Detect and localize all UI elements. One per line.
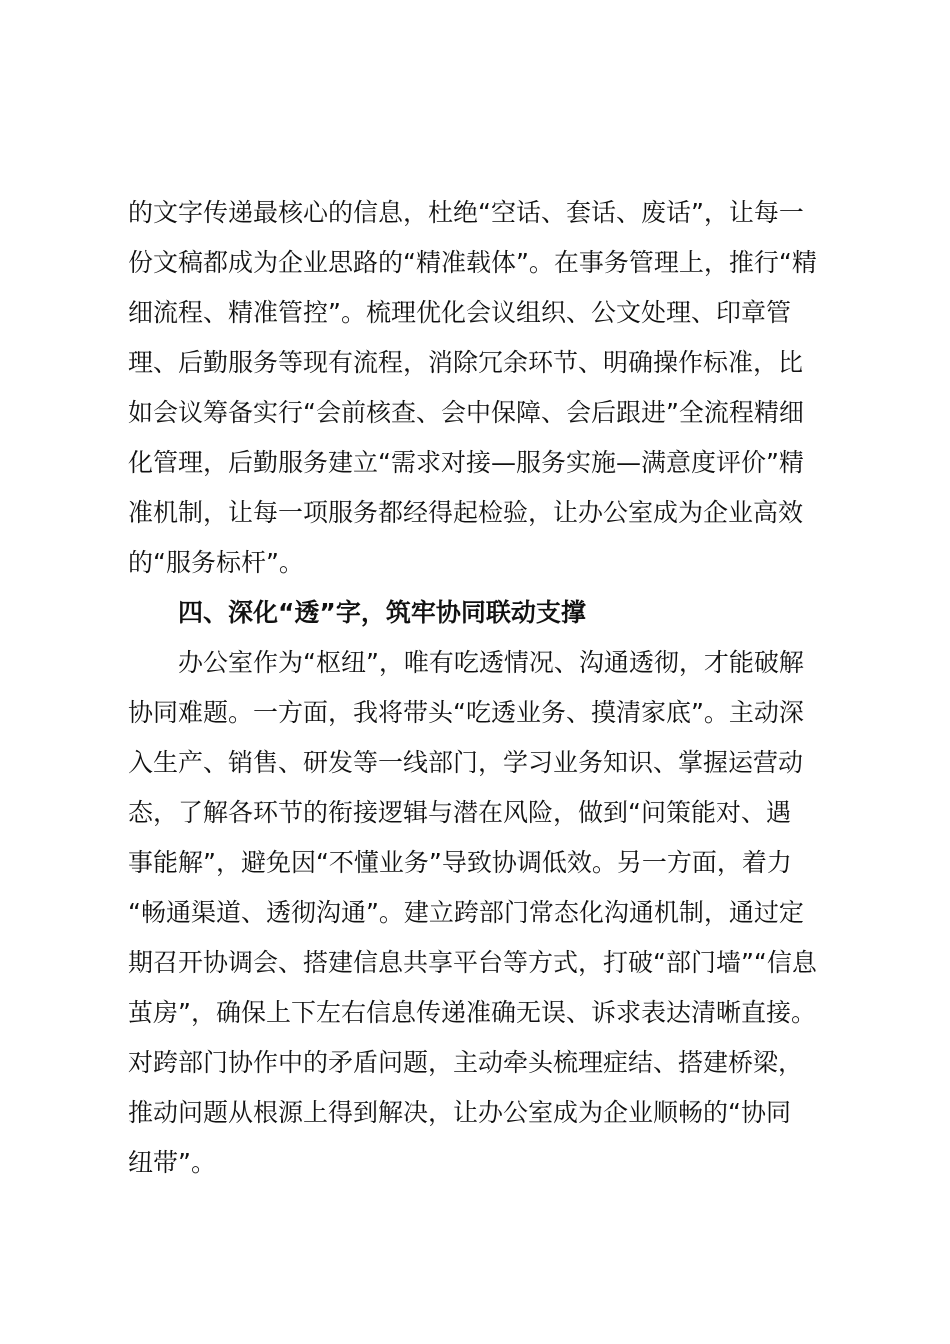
paragraph-line: 事能解”，避免因“不懂业务”导致协调低效。另一方面，着力 xyxy=(128,848,792,877)
paragraph-line: 份文稿都成为企业思路的“精准载体”。在事务管理上，推行“精 xyxy=(128,248,817,277)
paragraph-line: 办公室作为“枢纽”，唯有吃透情况、沟通透彻，才能破解 xyxy=(178,648,804,677)
paragraph-line: 如会议筹备实行“会前核查、会中保障、会后跟进”全流程精细 xyxy=(128,398,804,427)
paragraph-line: 入生产、销售、研发等一线部门，学习业务知识、掌握运营动 xyxy=(128,748,804,777)
paragraph-line: 纽带”。 xyxy=(128,1148,216,1177)
paragraph-line: 态，了解各环节的衔接逻辑与潜在风险，做到“问策能对、遇 xyxy=(128,798,791,827)
paragraph-line: 理、后勤服务等现有流程，消除冗余环节、明确操作标准，比 xyxy=(128,348,804,377)
paragraph-line: 对跨部门协作中的矛盾问题，主动牵头梳理症结、搭建桥梁， xyxy=(128,1048,804,1077)
paragraph-line: 细流程、精准管控”。梳理优化会议组织、公文处理、印章管 xyxy=(128,298,791,327)
paragraph-line: 协同难题。一方面，我将带头“吃透业务、摸清家底”。主动深 xyxy=(128,698,804,727)
paragraph-line: 的“服务标杆”。 xyxy=(128,548,304,577)
paragraph-line: 的文字传递最核心的信息，杜绝“空话、套话、废话”，让每一 xyxy=(128,198,804,227)
paragraph-line: 茧房”，确保上下左右信息传递准确无误、诉求表达清晰直接。 xyxy=(128,998,816,1027)
paragraph-line: 准机制，让每一项服务都经得起检验，让办公室成为企业高效 xyxy=(128,498,804,527)
paragraph-line: 推动问题从根源上得到解决，让办公室成为企业顺畅的“协同 xyxy=(128,1098,791,1127)
section-heading: 四、深化“透”字，筑牢协同联动支撑 xyxy=(178,598,586,627)
paragraph-line: “畅通渠道、透彻沟通”。建立跨部门常态化沟通机制，通过定 xyxy=(128,898,804,927)
paragraph-line: 期召开协调会、搭建信息共享平台等方式，打破“部门墙”“信息 xyxy=(128,948,817,977)
paragraph-line: 化管理，后勤服务建立“需求对接—服务实施—满意度评价”精 xyxy=(128,448,804,477)
